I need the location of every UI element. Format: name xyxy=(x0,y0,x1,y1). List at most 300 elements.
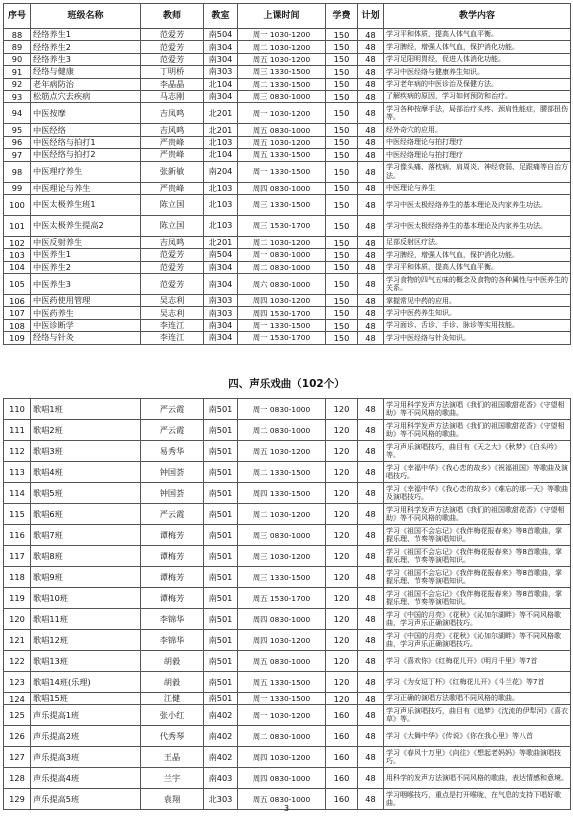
table-row xyxy=(4,441,571,462)
classroom: 南304 xyxy=(204,319,238,331)
classroom: 南402 xyxy=(204,726,238,747)
classroom: 南501 xyxy=(204,609,238,630)
teacher-name: 谭梅芳 xyxy=(141,567,204,588)
planned-enrollment: 48 xyxy=(358,609,384,630)
tuition-fee: 150 xyxy=(326,274,358,295)
class-name: 声乐提高3班 xyxy=(31,747,141,768)
tuition-fee: 150 xyxy=(326,236,358,248)
planned-enrollment: 48 xyxy=(358,41,384,53)
classroom: 北104 xyxy=(204,78,238,90)
planned-enrollment: 48 xyxy=(358,319,384,331)
teacher-name: 易秀华 xyxy=(141,441,204,462)
table-row xyxy=(4,609,571,630)
row-number: 117 xyxy=(4,546,31,567)
teacher-name: 范爱芳 xyxy=(141,41,204,53)
class-name: 经络与针灸 xyxy=(31,332,141,344)
class-time: 周三 1330-1500 xyxy=(238,567,326,588)
classroom: 南303 xyxy=(204,66,238,78)
table-row xyxy=(4,161,571,182)
teacher-name: 严云霞 xyxy=(141,399,204,420)
planned-enrollment: 48 xyxy=(358,29,384,41)
tuition-fee: 150 xyxy=(326,319,358,331)
header-time: 上课时间 xyxy=(238,4,326,29)
teaching-content: 学习像头痛、落枕病、肩周炎、神经衰弱、足跟痛等自治方法。 xyxy=(384,161,571,182)
classroom: 北201 xyxy=(204,124,238,136)
row-number: 95 xyxy=(4,124,31,136)
class-time: 周一 1030-1200 xyxy=(238,103,326,124)
teacher-name: 吉凤鸣 xyxy=(141,236,204,248)
class-name: 歌唱15班 xyxy=(31,693,141,705)
planned-enrollment: 48 xyxy=(358,66,384,78)
class-time: 周五 1330-1500 xyxy=(238,672,326,693)
teacher-name: 李锦华 xyxy=(141,630,204,651)
teacher-name: 吴志利 xyxy=(141,295,204,307)
classroom: 南304 xyxy=(204,90,238,102)
table-row xyxy=(4,399,571,420)
planned-enrollment: 48 xyxy=(358,705,384,726)
class-name: 中医经络与拍打1 xyxy=(31,136,141,148)
row-number: 111 xyxy=(4,420,31,441)
tuition-fee: 120 xyxy=(326,672,358,693)
table-row xyxy=(4,483,571,504)
teaching-content: 学习《大舞中华》《传说》《你在我心里》等八首 xyxy=(384,726,571,747)
teacher-name: 袁翔 xyxy=(141,789,204,810)
teacher-name: 马志刚 xyxy=(141,90,204,102)
tuition-fee: 150 xyxy=(326,41,358,53)
class-name: 中医药养生 xyxy=(31,307,141,319)
planned-enrollment: 48 xyxy=(358,182,384,194)
classroom: 北303 xyxy=(204,789,238,810)
planned-enrollment: 48 xyxy=(358,236,384,248)
teaching-content: 学习用科学发声方法演唱《我们的祖国歌甜花香》《守望相助》等不同风格的歌曲。 xyxy=(384,399,571,420)
row-number: 106 xyxy=(4,295,31,307)
class-name: 中医养生1 xyxy=(31,249,141,261)
class-name: 经络养生3 xyxy=(31,53,141,65)
class-time: 周五 1030-1200 xyxy=(238,53,326,65)
tuition-fee: 120 xyxy=(326,588,358,609)
class-time: 周三 0830-1000 xyxy=(238,90,326,102)
class-time: 周四 0830-1000 xyxy=(238,768,326,789)
planned-enrollment: 48 xyxy=(358,261,384,273)
teaching-content: 学习《幸福中华》《我心恋的故乡》《祝福祖国》等歌曲及演唱技巧。 xyxy=(384,462,571,483)
tuition-fee: 120 xyxy=(326,504,358,525)
class-time: 周一 1530-1700 xyxy=(238,332,326,344)
class-time: 周二 1330-1500 xyxy=(238,78,326,90)
table-row xyxy=(4,53,571,65)
classroom: 南304 xyxy=(204,261,238,273)
classroom: 南501 xyxy=(204,546,238,567)
class-time: 周五 1030-1200 xyxy=(238,136,326,148)
classroom: 北103 xyxy=(204,215,238,236)
tuition-fee: 150 xyxy=(326,249,358,261)
class-name: 声乐提高5班 xyxy=(31,789,141,810)
table-row xyxy=(4,307,571,319)
tuition-fee: 120 xyxy=(326,483,358,504)
teaching-content: 学习脾经，增强人体气血，保护消化功能。 xyxy=(384,41,571,53)
table-row xyxy=(4,546,571,567)
class-name: 声乐提高1班 xyxy=(31,705,141,726)
classroom: 南304 xyxy=(204,332,238,344)
table-row xyxy=(4,319,571,331)
tuition-fee: 120 xyxy=(326,399,358,420)
tuition-fee: 120 xyxy=(326,630,358,651)
row-number: 126 xyxy=(4,726,31,747)
classroom: 南304 xyxy=(204,41,238,53)
class-name: 中医太极养生提高2 xyxy=(31,215,141,236)
table-row xyxy=(4,504,571,525)
teacher-name: 严贵峰 xyxy=(141,149,204,161)
teacher-name: 张小红 xyxy=(141,705,204,726)
classroom: 南501 xyxy=(204,483,238,504)
row-number: 103 xyxy=(4,249,31,261)
class-name: 中医理疗养生 xyxy=(31,161,141,182)
table-row xyxy=(4,149,571,161)
tuition-fee: 150 xyxy=(326,53,358,65)
table-row xyxy=(4,29,571,41)
class-time: 周五 1330-1500 xyxy=(238,149,326,161)
planned-enrollment: 48 xyxy=(358,651,384,672)
row-number: 124 xyxy=(4,693,31,705)
header-fee: 学费 xyxy=(326,4,358,29)
class-time: 周一 1030-1200 xyxy=(238,705,326,726)
header-row xyxy=(4,4,571,29)
row-number: 99 xyxy=(4,182,31,194)
teaching-content: 学习《喜欢你》《红梅花儿开》《明月千里》等7首 xyxy=(384,651,571,672)
class-name: 中医太极养生班1 xyxy=(31,194,141,215)
teacher-name: 严云霞 xyxy=(141,420,204,441)
classroom: 南402 xyxy=(204,705,238,726)
teacher-name: 范爱芳 xyxy=(141,261,204,273)
teaching-content: 学习《春风十万里》《向往》《想起老妈妈》等歌曲演唱技巧。 xyxy=(384,747,571,768)
classroom: 北103 xyxy=(204,194,238,215)
planned-enrollment: 48 xyxy=(358,194,384,215)
classroom: 南504 xyxy=(204,249,238,261)
classroom: 南501 xyxy=(204,567,238,588)
row-number: 115 xyxy=(4,504,31,525)
teaching-content: 学习用科学发声方法演唱《我们的祖国歌甜花香》《守望相助》等不同风格的歌曲。 xyxy=(384,420,571,441)
class-name: 歌唱12班 xyxy=(31,630,141,651)
class-name: 歌唱4班 xyxy=(31,462,141,483)
table-row xyxy=(4,78,571,90)
class-name: 歌唱5班 xyxy=(31,483,141,504)
classroom: 南304 xyxy=(204,53,238,65)
teaching-content: 学习中医经络与针灸知识。 xyxy=(384,332,571,344)
classroom: 南501 xyxy=(204,672,238,693)
table-row xyxy=(4,768,571,789)
classroom: 南501 xyxy=(204,399,238,420)
class-name: 歌唱11班 xyxy=(31,609,141,630)
planned-enrollment: 48 xyxy=(358,693,384,705)
class-time: 周二 1330-1500 xyxy=(238,462,326,483)
row-number: 98 xyxy=(4,161,31,182)
planned-enrollment: 48 xyxy=(358,90,384,102)
teaching-content: 学习声乐演唱技巧，曲目有《追梦》《沈流的伊犁河》《喜衣草》等。 xyxy=(384,705,571,726)
teaching-content: 学习用科学发声方法演唱《我们的祖国歌甜花香》《守望相助》等不同风格的歌曲。 xyxy=(384,504,571,525)
header-class-name: 班级名称 xyxy=(31,4,141,29)
classroom: 南304 xyxy=(204,274,238,295)
class-name: 歌唱6班 xyxy=(31,504,141,525)
class-name: 歌唱14班(乐理) xyxy=(31,672,141,693)
planned-enrollment: 48 xyxy=(358,546,384,567)
teacher-name: 吉凤鸣 xyxy=(141,103,204,124)
class-name: 歌唱8班 xyxy=(31,546,141,567)
teacher-name: 范爱芳 xyxy=(141,29,204,41)
class-name: 中医养生3 xyxy=(31,274,141,295)
planned-enrollment: 48 xyxy=(358,483,384,504)
class-time: 周五 1530-1700 xyxy=(238,588,326,609)
tuition-fee: 120 xyxy=(326,546,358,567)
classroom: 南501 xyxy=(204,693,238,705)
table-row xyxy=(4,588,571,609)
class-name: 歌唱3班 xyxy=(31,441,141,462)
tuition-fee: 150 xyxy=(326,90,358,102)
classroom: 南303 xyxy=(204,307,238,319)
teacher-name: 谭梅芳 xyxy=(141,588,204,609)
teacher-name: 张新敏 xyxy=(141,161,204,182)
teacher-name: 陈立国 xyxy=(141,194,204,215)
planned-enrollment: 48 xyxy=(358,332,384,344)
teacher-name: 严贵峰 xyxy=(141,182,204,194)
teaching-content: 学习中医经络与健康养生知识。 xyxy=(384,66,571,78)
row-number: 121 xyxy=(4,630,31,651)
tuition-fee: 120 xyxy=(326,693,358,705)
header-teacher: 教师 xyxy=(141,4,204,29)
classroom: 北104 xyxy=(204,149,238,161)
class-name: 歌唱7班 xyxy=(31,525,141,546)
class-name: 中医药使用管理 xyxy=(31,295,141,307)
teaching-content: 学习中医太极经络养生的基本理论及内家养生功法。 xyxy=(384,194,571,215)
table-row xyxy=(4,194,571,215)
tuition-fee: 120 xyxy=(326,462,358,483)
section-title: 四、声乐戏曲（102个） xyxy=(228,378,345,390)
class-time: 周五 0830-1000 xyxy=(238,789,326,810)
tuition-fee: 150 xyxy=(326,215,358,236)
planned-enrollment: 48 xyxy=(358,136,384,148)
classroom: 南501 xyxy=(204,504,238,525)
table-row xyxy=(4,136,571,148)
teacher-name: 吴志利 xyxy=(141,307,204,319)
class-name: 歌唱10班 xyxy=(31,588,141,609)
planned-enrollment: 48 xyxy=(358,726,384,747)
teaching-content: 学习中医太极经络养生的基本理论及内家养生功法。 xyxy=(384,215,571,236)
class-name: 经络养生1 xyxy=(31,29,141,41)
class-time: 周四 1530-1700 xyxy=(238,307,326,319)
teacher-name: 严云霞 xyxy=(141,504,204,525)
teacher-name: 严贵峰 xyxy=(141,136,204,148)
planned-enrollment: 48 xyxy=(358,103,384,124)
class-name: 经络与健康 xyxy=(31,66,141,78)
row-number: 100 xyxy=(4,194,31,215)
table-row xyxy=(4,462,571,483)
table-row xyxy=(4,41,571,53)
row-number: 90 xyxy=(4,53,31,65)
row-number: 89 xyxy=(4,41,31,53)
class-time: 周四 1330-1500 xyxy=(238,483,326,504)
class-time: 周三 1530-1700 xyxy=(238,215,326,236)
teaching-content: 学习中医药养生知识。 xyxy=(384,307,571,319)
teaching-content: 学习声乐演唱技巧，曲目有《天之大》《秋梦》《白头吟》等。 xyxy=(384,441,571,462)
classroom: 南501 xyxy=(204,588,238,609)
class-time: 周三 0830-1000 xyxy=(238,525,326,546)
planned-enrollment: 48 xyxy=(358,249,384,261)
class-name: 老年病防治 xyxy=(31,78,141,90)
tuition-fee: 150 xyxy=(326,78,358,90)
teaching-content: 学习《中国的月亮》《花秋》《沁加尔湖畔》等不同风格歌曲，学习声乐正确演唱技巧。 xyxy=(384,630,571,651)
classroom: 南403 xyxy=(204,768,238,789)
teaching-content: 学习《祖国不会忘记》《我伴梅花报春来》等8首歌曲，掌握乐理、节奏等演唱知识。 xyxy=(384,567,571,588)
teacher-name: 谭梅芳 xyxy=(141,525,204,546)
planned-enrollment: 48 xyxy=(358,747,384,768)
row-number: 123 xyxy=(4,672,31,693)
teacher-name: 范爱芳 xyxy=(141,53,204,65)
classroom: 南204 xyxy=(204,161,238,182)
planned-enrollment: 48 xyxy=(358,525,384,546)
tuition-fee: 160 xyxy=(326,705,358,726)
classroom: 北201 xyxy=(204,236,238,248)
teaching-content: 用科学的发声方法演唱不同风格的歌曲，表达情感和意境。 xyxy=(384,768,571,789)
table-row xyxy=(4,249,571,261)
class-time: 周四 1030-1200 xyxy=(238,295,326,307)
planned-enrollment: 48 xyxy=(358,295,384,307)
table-row xyxy=(4,182,571,194)
tuition-fee: 150 xyxy=(326,295,358,307)
class-name: 中医反射养生 xyxy=(31,236,141,248)
header-room: 教室 xyxy=(204,4,238,29)
tuition-fee: 120 xyxy=(326,651,358,672)
class-time: 周一 1330-1500 xyxy=(238,319,326,331)
class-time: 周二 0830-1000 xyxy=(238,420,326,441)
tuition-fee: 150 xyxy=(326,66,358,78)
class-name: 中医按摩 xyxy=(31,103,141,124)
row-number: 118 xyxy=(4,567,31,588)
row-number: 119 xyxy=(4,588,31,609)
row-number: 114 xyxy=(4,483,31,504)
row-number: 102 xyxy=(4,236,31,248)
tuition-fee: 160 xyxy=(326,726,358,747)
header-plan: 计划 xyxy=(358,4,384,29)
planned-enrollment: 48 xyxy=(358,504,384,525)
teacher-name: 江健 xyxy=(141,693,204,705)
teacher-name: 吉风鸣 xyxy=(141,124,204,136)
class-time: 周一 1030-1200 xyxy=(238,29,326,41)
row-number: 127 xyxy=(4,747,31,768)
planned-enrollment: 48 xyxy=(358,441,384,462)
row-number: 128 xyxy=(4,768,31,789)
classroom: 南504 xyxy=(204,29,238,41)
planned-enrollment: 48 xyxy=(358,462,384,483)
class-time: 周一 0830-1000 xyxy=(238,249,326,261)
page-number: 3 xyxy=(283,804,290,813)
row-number: 116 xyxy=(4,525,31,546)
teacher-name: 李锦华 xyxy=(141,609,204,630)
planned-enrollment: 48 xyxy=(358,768,384,789)
table-row xyxy=(4,630,571,651)
teaching-content: 学习平和体质，提高人体气血平衡。 xyxy=(384,29,571,41)
classroom: 南501 xyxy=(204,441,238,462)
row-number: 113 xyxy=(4,462,31,483)
class-time: 周一 1330-1500 xyxy=(238,161,326,182)
class-name: 歌唱2班 xyxy=(31,420,141,441)
class-time: 周五 0830-1000 xyxy=(238,651,326,672)
teacher-name: 李晶晶 xyxy=(141,78,204,90)
tuition-fee: 150 xyxy=(326,103,358,124)
teacher-name: 陈立国 xyxy=(141,215,204,236)
table-row xyxy=(4,90,571,102)
classroom: 南501 xyxy=(204,651,238,672)
teacher-name: 李连江 xyxy=(141,319,204,331)
class-name: 中医养生2 xyxy=(31,261,141,273)
class-time: 周三 1330-1500 xyxy=(238,194,326,215)
row-number: 112 xyxy=(4,441,31,462)
class-time: 周四 0830-1000 xyxy=(238,182,326,194)
class-name: 中医诊断学 xyxy=(31,319,141,331)
class-time: 周一 1330-1500 xyxy=(238,693,326,705)
row-number: 105 xyxy=(4,274,31,295)
row-number: 122 xyxy=(4,651,31,672)
classroom: 北103 xyxy=(204,136,238,148)
teaching-content: 学习《祖国不会忘记》《我伴梅花报春来》等8首歌曲，掌握乐理、节奏等演唱知识。 xyxy=(384,546,571,567)
teacher-name: 李连江 xyxy=(141,332,204,344)
tuition-fee: 160 xyxy=(326,768,358,789)
planned-enrollment: 48 xyxy=(358,630,384,651)
tuition-fee: 150 xyxy=(326,194,358,215)
tuition-fee: 160 xyxy=(326,747,358,768)
teaching-content: 学习正确的演唱方法歌唱不同风格的歌曲。 xyxy=(384,693,571,705)
teacher-name: 胡毅 xyxy=(141,672,204,693)
row-number: 125 xyxy=(4,705,31,726)
row-number: 101 xyxy=(4,215,31,236)
course-table-vocal xyxy=(3,398,571,810)
teacher-name: 丁明桥 xyxy=(141,66,204,78)
class-time: 周四 0830-1000 xyxy=(238,609,326,630)
tuition-fee: 150 xyxy=(326,182,358,194)
tuition-fee: 150 xyxy=(326,261,358,273)
row-number: 96 xyxy=(4,136,31,148)
teacher-name: 谭梅芳 xyxy=(141,546,204,567)
teaching-content: 掌握常见中药的应用。 xyxy=(384,295,571,307)
class-name: 中医理论与养生 xyxy=(31,182,141,194)
teaching-content: 学习各种按摩手法，局部治疗头疼、颈肩性能症，腰部扭伤等。 xyxy=(384,103,571,124)
tuition-fee: 150 xyxy=(326,29,358,41)
class-time: 周二 0830-1000 xyxy=(238,726,326,747)
class-name: 歌唱9班 xyxy=(31,567,141,588)
table-row xyxy=(4,236,571,248)
class-time: 周二 1030-1200 xyxy=(238,236,326,248)
teaching-content: 中医经络理论与拍打理疗 xyxy=(384,136,571,148)
class-time: 周五 1030-1200 xyxy=(238,441,326,462)
row-number: 129 xyxy=(4,789,31,810)
course-table-health xyxy=(3,3,571,345)
teaching-content: 学习脾经，增强人体气血，保护消化功能。 xyxy=(384,249,571,261)
class-name: 歌唱1班 xyxy=(31,399,141,420)
tuition-fee: 150 xyxy=(326,149,358,161)
teaching-content: 学习《为女逗丁杯》《红梅花儿开》《斗兰花》等7首 xyxy=(384,672,571,693)
planned-enrollment: 48 xyxy=(358,78,384,90)
planned-enrollment: 48 xyxy=(358,420,384,441)
row-number: 109 xyxy=(4,332,31,344)
teaching-content: 学习食物的四气五味的概念及食物的各种属性与中医养生的关系。 xyxy=(384,274,571,295)
teacher-name: 兰宇 xyxy=(141,768,204,789)
table-row xyxy=(4,525,571,546)
classroom: 北201 xyxy=(204,103,238,124)
planned-enrollment: 48 xyxy=(358,307,384,319)
tuition-fee: 160 xyxy=(326,789,358,810)
tuition-fee: 150 xyxy=(326,332,358,344)
teaching-content: 学习咽喉技巧，重点是打开喉咙，在气息的支持下唱好歌曲。 xyxy=(384,789,571,810)
tuition-fee: 120 xyxy=(326,567,358,588)
teacher-name: 代秀琴 xyxy=(141,726,204,747)
table-row xyxy=(4,567,571,588)
